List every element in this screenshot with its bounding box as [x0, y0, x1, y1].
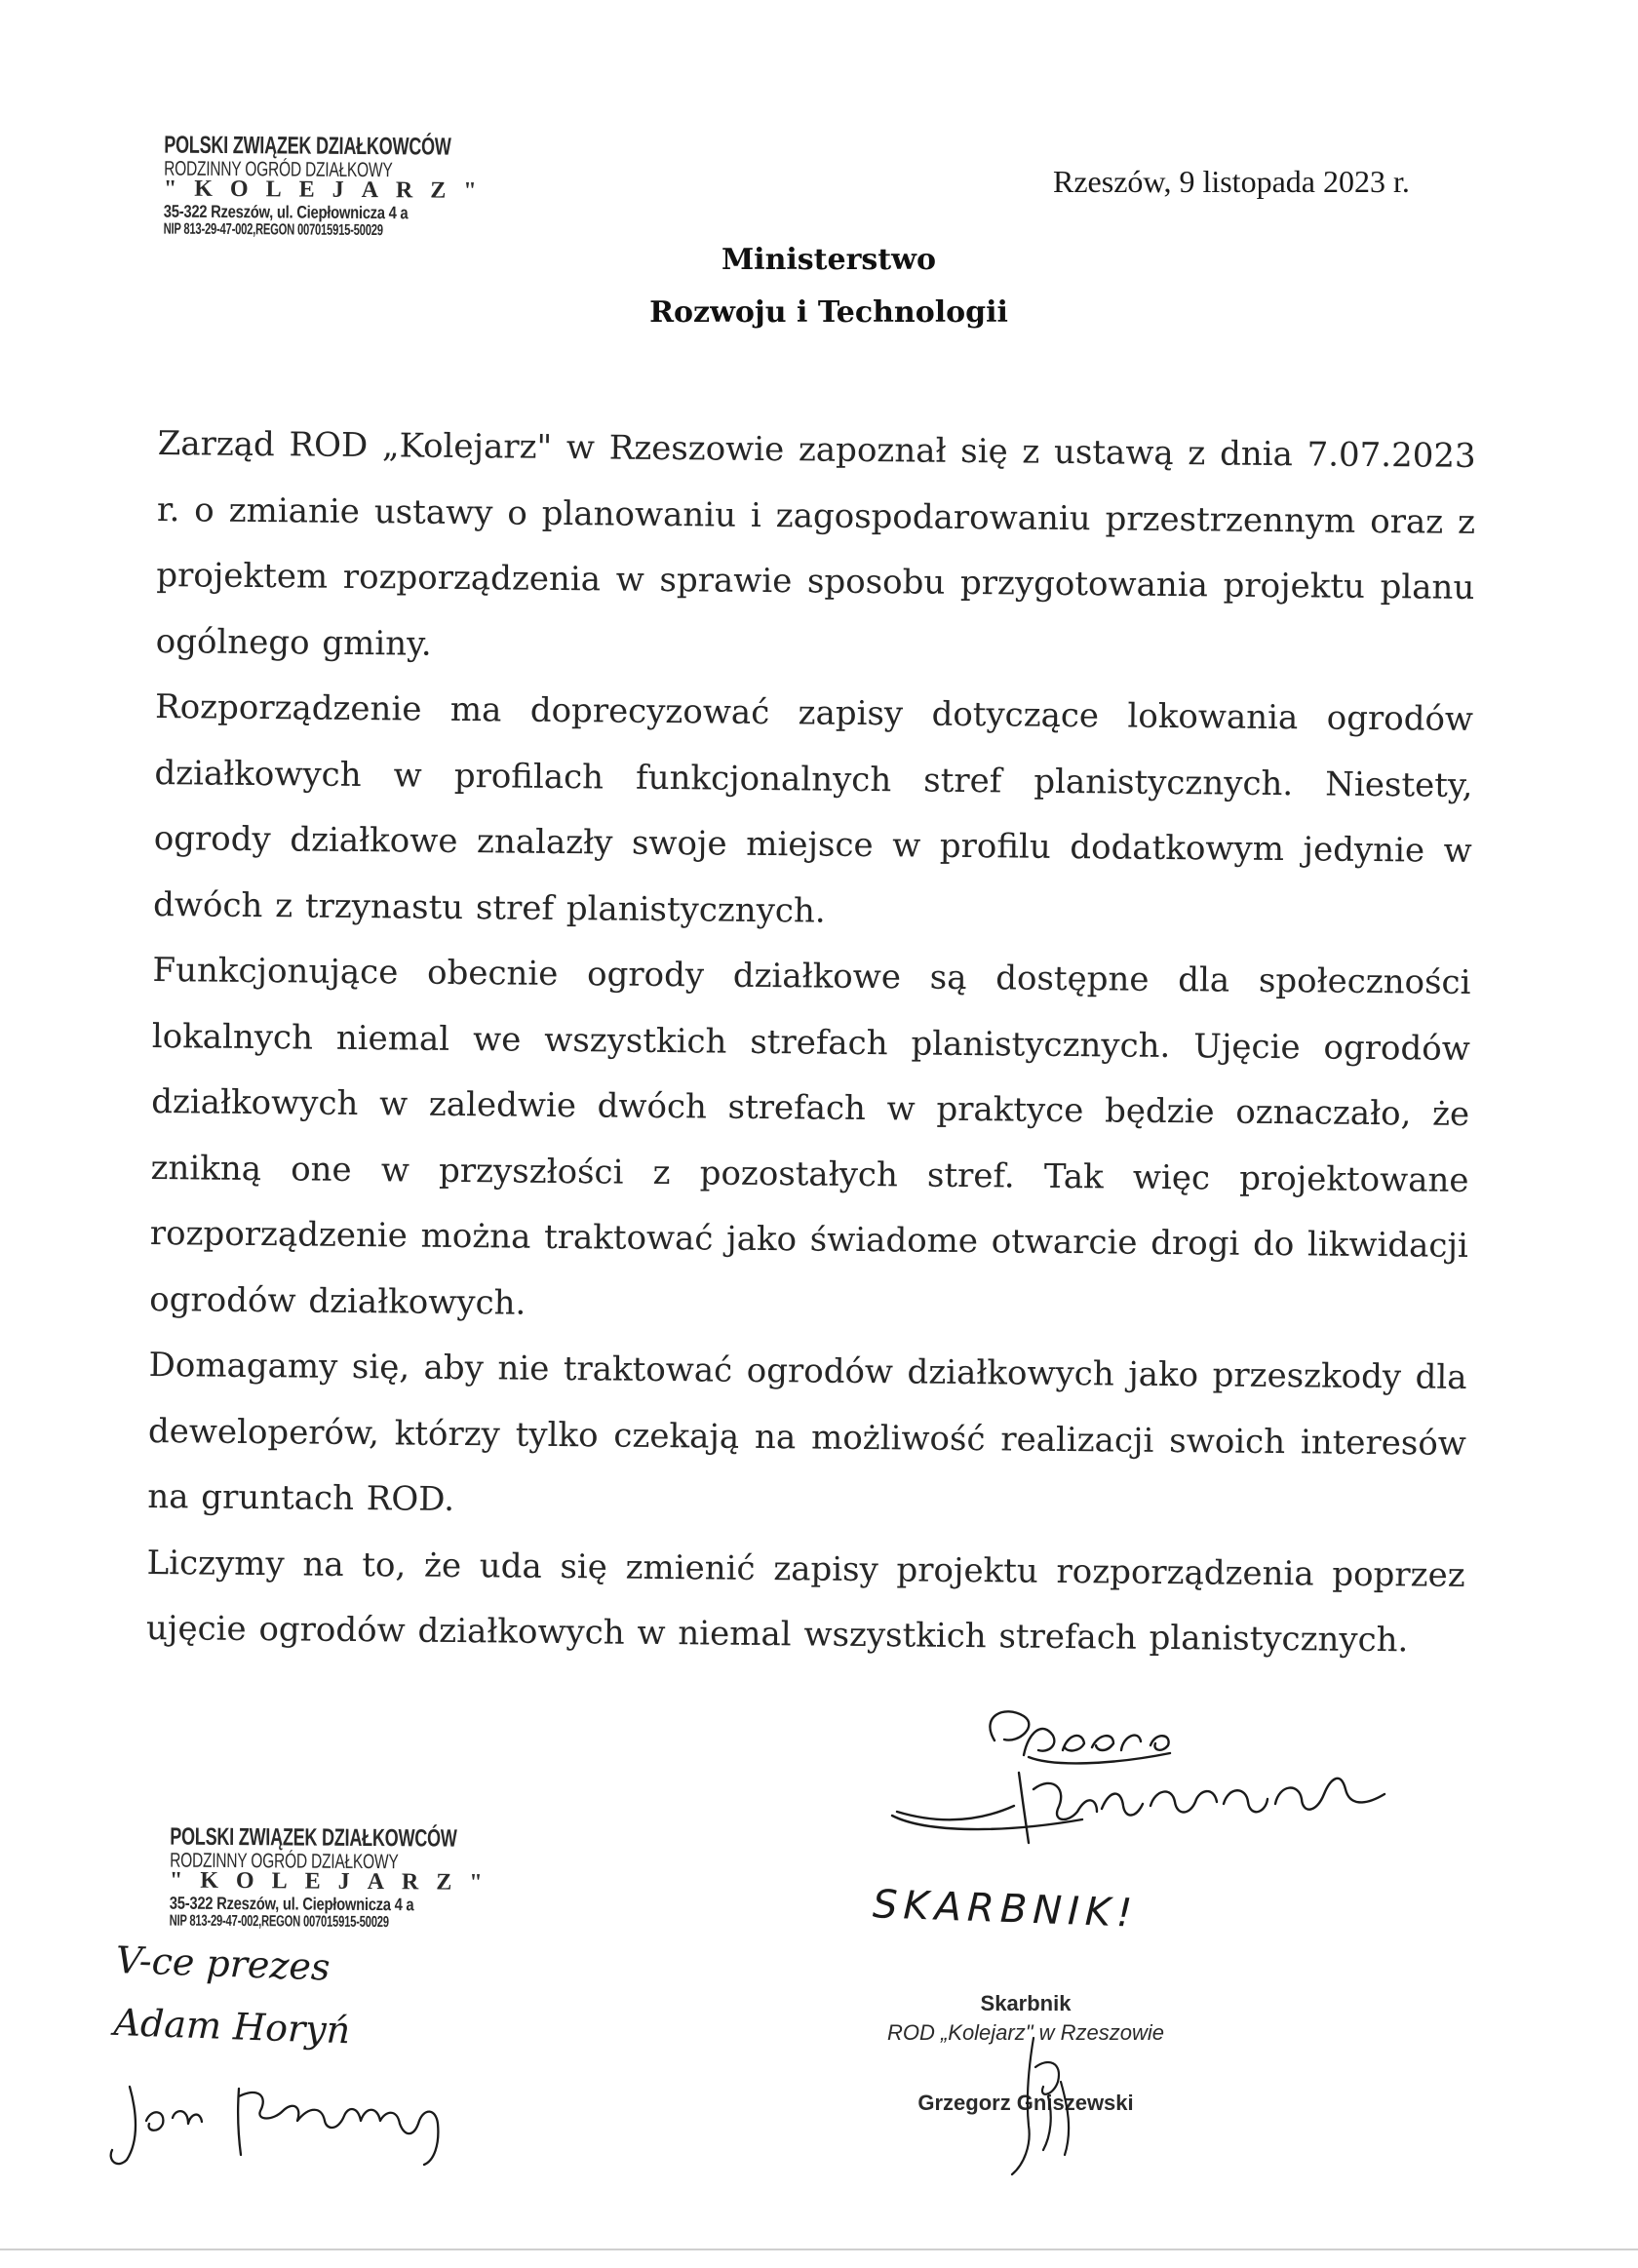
- treasurer-signature-icon: [975, 2028, 1112, 2184]
- footer-stamp: [170, 1823, 569, 1934]
- stamp-garden-title: "KOLEJARZ": [163, 176, 494, 204]
- stamp-address: 35-322 Rzeszów, ul. Ciepłownicza 4 a: [163, 201, 409, 223]
- paragraph: Funkcjonujące obecnie ogrody działkowe są dostępne dla społeczności lokalnych niemal we wszystkich strefach planistycznych. Ujęcie ogrodów działkowych w zaledwie dwóch strefach w praktyce będzie oznaczało, że znikną one w przyszłości z pozostałych stref. Tak więc projektowane rozporządzenie można traktować jako świadome otwarcie drogi do likwidacji ogrodów działkowych.: [149, 950, 1471, 1323]
- stamp-registry: NIP 813-29-47-002,REGON 007015915-50029: [163, 220, 383, 240]
- stamp-registry: NIP 813-29-47-002,REGON 007015915-50029: [169, 1912, 389, 1932]
- recipient-block: [546, 234, 1112, 339]
- stamp-org-name: POLSKI ZWIĄZEK DZIAŁKOWCÓW: [170, 1822, 457, 1853]
- paragraph: Rozporządzenie ma doprecyzować zapisy dotyczące lokowania ogrodów działkowych w profilach funkcjonalnych stref planistycznych. Niestety, ogrody działkowe znalazły swoje miejsce w profilu dodatkowym jedynie w dwóch z trzynastu stref planistycznych.: [152, 686, 1474, 931]
- vice-president-handwriting: [113, 1929, 354, 2061]
- page-edge-line: [0, 2248, 1638, 2250]
- president-signature-icon: [858, 1697, 1404, 1862]
- treasurer-organization: ROD „Kolejarz" w Rzeszowie: [886, 2020, 1165, 2045]
- paragraph: Liczymy na to, że uda się zmienić zapisy projektu rozporządzenia poprzez ujęcie ogrodów działkowych w niemal wszystkich strefach planistycznych.: [145, 1543, 1465, 1661]
- recipient-line-2: Rozwoju i Technologii: [649, 295, 1008, 330]
- vice-president-title: V-ce prezes: [115, 1937, 332, 1989]
- treasurer-title: Skarbnik: [980, 1991, 1072, 2015]
- header-stamp: [164, 132, 564, 242]
- paragraph: Zarząd ROD „Kolejarz" w Rzeszowie zapoznał się z ustawą z dnia 7.07.2023 r. o zmianie ustawy o planowaniu i zagospodarowaniu przestrzennym oraz z projektem rozporządzenia w sprawie sposobu przygotowania projektu planu ogólnego gminy.: [155, 423, 1476, 664]
- paragraph: Domagamy się, aby nie traktować ogrodów działkowych jako przeszkody dla deweloperów, którzy tylko czekają na możliwość realizacji swoich interesów na gruntach ROD.: [147, 1345, 1467, 1519]
- stamp-address: 35-322 Rzeszów, ul. Ciepłownicza 4 a: [169, 1893, 414, 1915]
- vice-president-name: Adam Horyń: [112, 2000, 351, 2053]
- treasurer-handwritten-label: SKARBNIK!: [872, 1882, 1139, 1936]
- recipient-line-1: Ministerstwo: [721, 243, 937, 277]
- treasurer-name: Grzegorz Gniszewski: [917, 2091, 1134, 2115]
- stamp-org-name: POLSKI ZWIĄZEK DZIAŁKOWCÓW: [164, 131, 451, 161]
- letter-date: Rzeszów, 9 listopada 2023 r.: [1053, 164, 1410, 199]
- letter-body: [146, 411, 1476, 1674]
- third-signature-icon: [93, 2067, 502, 2174]
- stamp-garden-title: "KOLEJARZ": [169, 1867, 500, 1896]
- stamp-garden-name: RODZINNY OGRÓD DZIAŁKOWY: [170, 1849, 399, 1874]
- stamp-garden-name: RODZINNY OGRÓD DZIAŁKOWY: [164, 157, 393, 182]
